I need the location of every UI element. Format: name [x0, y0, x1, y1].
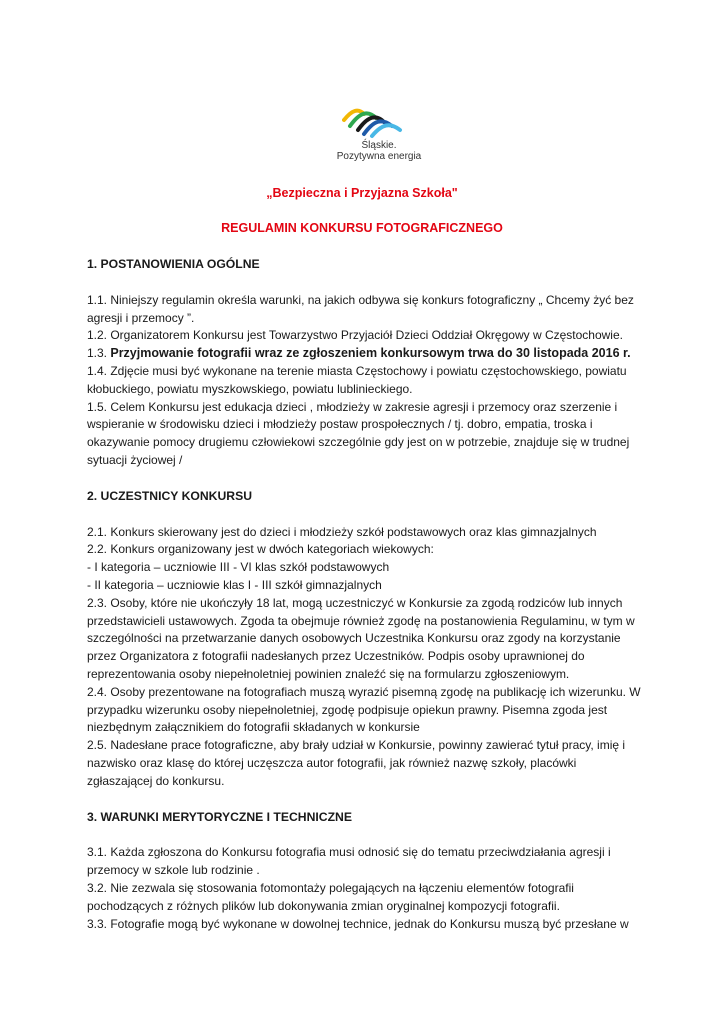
- paragraph-2-2a: - I kategoria – uczniowie III - VI klas szkół podstawowych: [87, 560, 390, 575]
- document-title: REGULAMIN KONKURSU FOTOGRAFICZNEGO: [221, 221, 503, 235]
- paragraph-2-2: 2.2. Konkurs organizowany jest w dwóch kategoriach wiekowych:: [87, 542, 434, 557]
- paragraph-2-1: 2.1. Konkurs skierowany jest do dzieci i młodzieży szkół podstawowych oraz klas gimnazjalnych: [87, 524, 597, 539]
- section-1-heading: 1. POSTANOWIENIA OGÓLNE: [87, 257, 260, 271]
- paragraph-3-1: 3.1. Każda zgłoszona do Konkursu fotografia musi odnosić się do tematu przeciwdziałania agresji i przemocy w szkole lub rodzinie .: [87, 845, 611, 878]
- paragraph-1-3-number: 1.3.: [87, 346, 111, 361]
- slaskie-logo: [336, 104, 422, 166]
- paragraph-2-3: 2.3. Osoby, które nie ukończyły 18 lat, mogą uczestniczyć w Konkursie za zgodą rodziców lub innych przedstawicieli ustawowych. Zgoda ta obejmuje również zgodę na postanowienia Regulaminu, w tym w szczególności na przetwarzanie danych osobowych Uczestnika Konkursu oraz zgody na korzystanie przez Organizatora z fotografii nadesłanych przez Uczestników. Podpis osoby uprawnionej do reprezentowania osoby niepełnoletniej powinien znaleźć się na formularzu zgłoszeniowym.: [87, 595, 635, 681]
- paragraph-1-5: 1.5. Celem Konkursu jest edukacja dzieci , młodzieży w zakresie agresji i przemocy oraz szerzenie i wspieranie w środowisku dzieci i młodzieży postaw prospołecznych / tj. dobro, empatia, troska i okazywanie pomocy drugiemu człowiekowi szczególnie gdy jest on w potrzebie, znajduje się w trudnej sytuacji życiowej /: [87, 399, 630, 467]
- paragraph-3-3: 3.3. Fotografie mogą być wykonane w dowolnej technice, jednak do Konkursu muszą być przesłane w: [87, 916, 629, 931]
- paragraph-2-2b: - II kategoria – uczniowie klas I - III szkół gimnazjalnych: [87, 577, 382, 592]
- document-subtitle: „Bezpieczna i Przyjazna Szkoła": [266, 186, 458, 200]
- paragraph-1-4: 1.4. Zdjęcie musi być wykonane na terenie miasta Częstochowy i powiatu częstochowskiego, powiatu kłobuckiego, powiatu myszkowskiego, powiatu lublinieckiego.: [87, 363, 627, 396]
- paragraph-2-5: 2.5. Nadesłane prace fotograficzne, aby brały udział w Konkursie, powinny zawierać tytuł pracy, imię i nazwisko oraz klasę do której uczęszcza autor fotografii, jak również nazwę szkoły, placówki zgłaszającej do konkursu.: [87, 738, 626, 788]
- document-body: [87, 256, 643, 933]
- wave-logo-icon: [342, 104, 406, 140]
- paragraph-1-1: 1.1. Niniejszy regulamin określa warunki, na jakich odbywa się konkurs fotograficzny „ Chcemy żyć bez agresji i przemocy ”.: [87, 292, 634, 325]
- section-2-heading: 2. UCZESTNICY KONKURSU: [87, 488, 253, 503]
- logo-text: [334, 140, 424, 162]
- paragraph-1-3-bold: Przyjmowanie fotografii wraz ze zgłoszeniem konkursowym trwa do 30 listopada 2016 r.: [110, 346, 631, 361]
- paragraph-1-3: [87, 345, 643, 363]
- logo-line1: Śląskie.: [361, 140, 397, 151]
- paragraph-3-2: 3.2. Nie zezwala się stosowania fotomontaży polegających na łączeniu elementów fotografii pochodzących z różnych plików lub dokonywania zmian oryginalnej kompozycji fotografii.: [87, 880, 574, 913]
- logo-line2: Pozytywna energia: [336, 151, 422, 162]
- section-3-heading: 3. WARUNKI MERYTORYCZNE I TECHNICZNE: [87, 809, 352, 824]
- paragraph-1-2: 1.2. Organizatorem Konkursu jest Towarzystwo Przyjaciół Dzieci Oddział Okręgowy w Częstochowie.: [87, 328, 623, 343]
- paragraph-2-4: 2.4. Osoby prezentowane na fotografiach muszą wyrazić pisemną zgodę na publikację ich wizerunku. W przypadku wizerunku osoby niepełnoletniej, zgodę podpisuje opiekun prawny. Pisemna zgoda jest niezbędnym załącznikiem do fotografii składanych w konkursie: [87, 684, 641, 735]
